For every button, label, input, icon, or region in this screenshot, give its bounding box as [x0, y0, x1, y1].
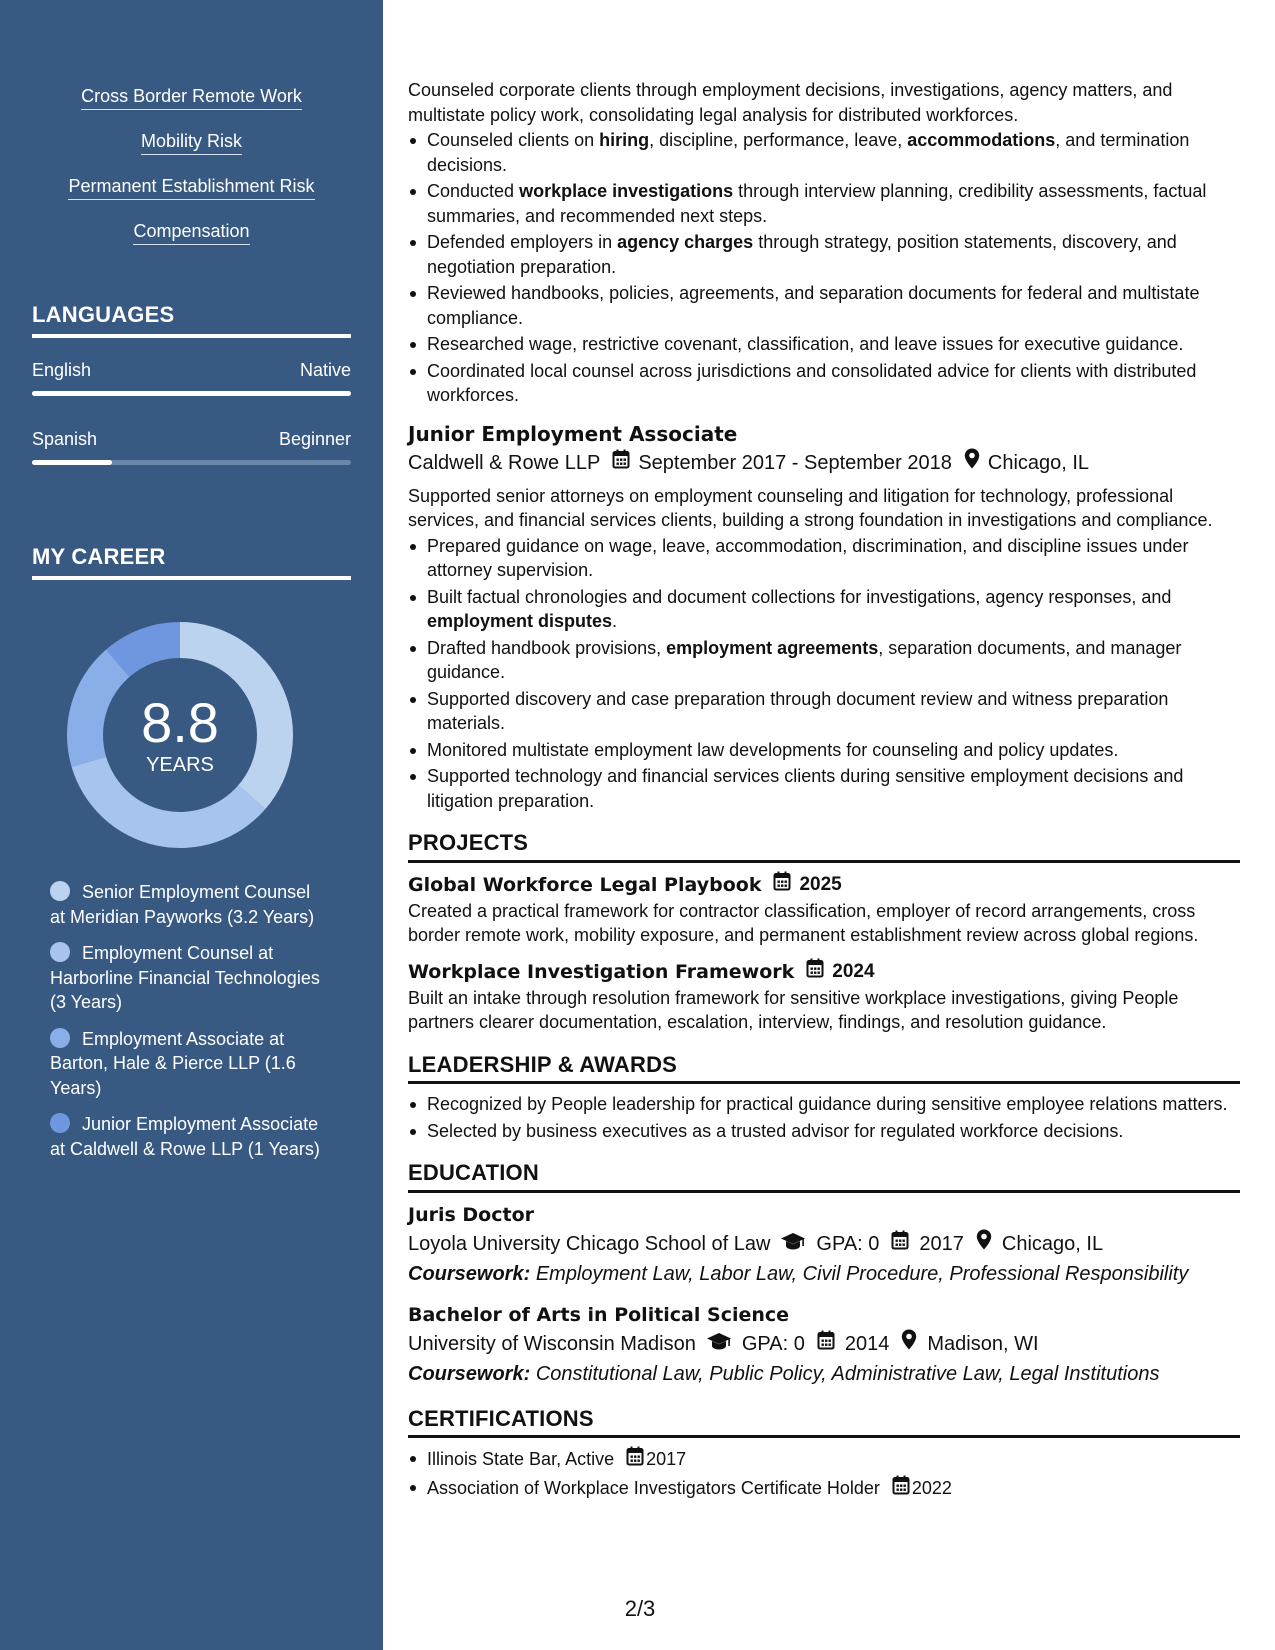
certification-item — [408, 1446, 1240, 1473]
calendar-icon — [612, 448, 630, 478]
calendar-icon — [892, 1475, 910, 1502]
bullet-text: Reviewed handbooks, policies, agreements, and separation documents for federal and multistate compliance. — [427, 283, 1200, 328]
calendar-icon — [891, 1229, 909, 1259]
location-pin-icon — [901, 1329, 917, 1359]
certification-name: Association of Workplace Investigators Certificate Holder — [427, 1477, 880, 1498]
certification-year: 2022 — [911, 1477, 952, 1498]
bullet-text: Coordinated local counsel across jurisdictions and consolidated advice for clients with distributed workforces. — [427, 360, 1197, 405]
career-years-label: YEARS — [146, 753, 214, 776]
school-name: University of Wisconsin Madison — [408, 1332, 696, 1355]
job-bullet — [408, 128, 1240, 177]
project-description: Built an intake through resolution framework for sensitive workplace investigations, giving People partners clearer documentation, escalation, interview, findings, and resolution guidance. — [408, 987, 1179, 1032]
job-bullet — [408, 281, 1240, 330]
project-title-row — [408, 958, 1240, 986]
gpa: GPA: 0 — [741, 1332, 805, 1355]
skill-item[interactable]: Mobility Risk — [141, 130, 242, 155]
job-bullet — [408, 534, 1240, 583]
languages-heading: LANGUAGES — [32, 302, 351, 338]
education-entry — [408, 1301, 1240, 1389]
job-bullet — [408, 359, 1240, 408]
bullet-emphasis: workplace investigations — [519, 181, 734, 201]
projects-heading: PROJECTS — [408, 831, 1240, 863]
bullet-text: Built factual chronologies and document collections for investigations, agency responses, and — [427, 586, 1172, 607]
calendar-icon — [806, 958, 824, 986]
coursework-list: Employment Law, Labor Law, Civil Procedure, Professional Responsibility — [535, 1262, 1189, 1285]
degree-title: Bachelor of Arts in Political Science — [408, 1303, 790, 1326]
bullet-text: Supported discovery and case preparation through document review and witness preparation materials. — [427, 688, 1169, 733]
job-bullets — [408, 128, 1240, 408]
legend-dot-icon — [50, 942, 70, 962]
bullet-text: Supported technology and financial services clients during sensitive employment decisions and litigation preparation. — [427, 766, 1184, 811]
bullet-emphasis: agency charges — [617, 232, 754, 252]
skill-item[interactable]: Cross Border Remote Work — [81, 85, 302, 110]
career-legend-text: Junior Employment Associate at Caldwell & Rowe LLP (1 Years) — [50, 1114, 320, 1159]
location-pin-icon — [976, 1229, 992, 1259]
career-legend-item — [50, 941, 330, 1015]
certification-year: 2017 — [646, 1449, 687, 1469]
calendar-icon — [626, 1446, 644, 1473]
bullet-text: , separation documents, and manager guidance. — [427, 637, 1182, 682]
bullet-emphasis: accommodations — [907, 130, 1056, 150]
job-bullet — [408, 179, 1240, 228]
certifications-heading: CERTIFICATIONS — [408, 1407, 1240, 1439]
coursework-list: Constitutional Law, Public Policy, Administrative Law, Legal Institutions — [535, 1362, 1160, 1385]
language-proficiency-bar — [32, 391, 351, 396]
projects-list — [408, 871, 1240, 1035]
graduation-year: 2014 — [844, 1332, 890, 1355]
job-dates: September 2017 - September 2018 — [638, 451, 952, 474]
legend-dot-icon — [50, 881, 70, 901]
graduation-cap-icon — [780, 1229, 806, 1259]
language-proficiency-fill — [32, 391, 351, 396]
job-meta — [408, 448, 1240, 478]
language-english — [32, 360, 351, 396]
degree-title: Juris Doctor — [408, 1203, 534, 1226]
education-meta — [408, 1229, 1240, 1259]
certification-name: Illinois State Bar, Active — [427, 1449, 615, 1469]
bullet-text: , discipline, performance, leave, — [649, 130, 908, 150]
skill-item[interactable]: Permanent Establishment Risk — [68, 175, 314, 200]
language-proficiency-bar — [32, 460, 351, 465]
certifications-list — [408, 1446, 1240, 1501]
graduation-cap-icon — [706, 1329, 732, 1359]
job-bullet — [408, 636, 1240, 685]
bullet-text: Prepared guidance on wage, leave, accommodation, discrimination, and discipline issues under attorney supervision. — [427, 535, 1189, 580]
bullet-emphasis: employment disputes — [427, 611, 613, 631]
page-number: 2/3 — [624, 1596, 656, 1621]
school-location: Madison, WI — [927, 1332, 1039, 1355]
gpa: GPA: 0 — [816, 1232, 880, 1255]
job-bullet — [408, 230, 1240, 279]
school-name: Loyola University Chicago School of Law — [408, 1232, 771, 1255]
coursework — [408, 1259, 1240, 1289]
skill-item[interactable]: Compensation — [133, 220, 249, 245]
bullet-text: Researched wage, restrictive covenant, classification, and leave issues for executive guidance. — [427, 334, 1184, 354]
legend-dot-icon — [50, 1028, 70, 1048]
bullet-text: through strategy, position statements, discovery, and negotiation preparation. — [427, 232, 1177, 277]
main-content — [408, 78, 1240, 1503]
bullet-text: Drafted handbook provisions, — [427, 637, 667, 658]
career-legend-item — [50, 880, 330, 929]
job-summary: Supported senior attorneys on employment counseling and litigation for technology, professional services, and financial services clients, building a strong foundation in investigations and compliance. — [408, 485, 1213, 530]
job-bullet — [408, 764, 1240, 813]
bullet-text: Defended employers in — [427, 232, 618, 252]
project-title-row — [408, 871, 1240, 899]
bullet-text: . — [612, 611, 618, 631]
career-total-years: 8.8 — [141, 690, 219, 754]
bullet-text: Monitored multistate employment law developments for counseling and policy updates. — [427, 739, 1119, 760]
project-year: 2025 — [799, 873, 842, 895]
calendar-icon — [817, 1329, 835, 1359]
job-title: Junior Employment Associate — [408, 421, 738, 446]
certification-item — [408, 1475, 1240, 1502]
career-legend-text: Employment Counsel at Harborline Financial Technologies (3 Years) — [50, 943, 320, 1012]
career-legend-item — [50, 1027, 330, 1101]
school-location: Chicago, IL — [1001, 1232, 1104, 1255]
language-name: English — [32, 360, 92, 380]
bullet-text: Conducted — [427, 181, 520, 201]
leadership-item: Recognized by People leadership for practical guidance during sensitive employee relations matters. — [408, 1092, 1240, 1117]
job-location: Chicago, IL — [987, 451, 1090, 474]
project-description: Created a practical framework for contractor classification, employer of record arrangements, cross border remote work, mobility exposure, and permanent establishment review across global regions. — [408, 900, 1199, 945]
career-legend — [50, 880, 330, 1173]
leadership-item: Selected by business executives as a trusted advisor for regulated workforce decisions. — [408, 1119, 1240, 1144]
education-list — [408, 1201, 1240, 1389]
calendar-icon — [773, 871, 791, 899]
education-entry — [408, 1201, 1240, 1289]
project-year: 2024 — [832, 960, 875, 982]
project-title: Global Workforce Legal Playbook — [408, 873, 762, 896]
company-name: Caldwell & Rowe LLP — [408, 451, 601, 474]
skills-list — [0, 85, 383, 265]
project-title: Workplace Investigation Framework — [408, 960, 795, 983]
job-bullet — [408, 687, 1240, 736]
job-bullet — [408, 332, 1240, 357]
career-heading: MY CAREER — [32, 544, 351, 580]
job-bullet — [408, 738, 1240, 763]
location-pin-icon — [964, 448, 980, 478]
career-legend-text: Employment Associate at Barton, Hale & Pierce LLP (1.6 Years) — [50, 1028, 296, 1098]
education-heading: EDUCATION — [408, 1161, 1240, 1193]
career-donut-chart — [62, 617, 298, 853]
coursework-label: Coursework: — [408, 1362, 531, 1385]
language-proficiency-fill — [32, 460, 112, 465]
language-spanish — [32, 429, 351, 465]
language-level: Native — [299, 360, 351, 380]
bullet-emphasis: employment agreements — [666, 637, 879, 658]
career-legend-text: Senior Employment Counsel at Meridian Payworks (3.2 Years) — [50, 882, 315, 927]
leadership-heading: LEADERSHIP & AWARDS — [408, 1053, 1240, 1085]
sidebar — [0, 0, 383, 1650]
bullet-emphasis: hiring — [599, 130, 650, 150]
job-summary: Counseled corporate clients through employment decisions, investigations, agency matters, and multistate policy work, consolidating legal analysis for distributed workforces. — [408, 80, 1173, 125]
coursework-label: Coursework: — [408, 1262, 531, 1285]
language-level: Beginner — [278, 429, 351, 449]
coursework — [408, 1359, 1240, 1389]
education-meta — [408, 1329, 1240, 1359]
leadership-list — [408, 1092, 1240, 1143]
legend-dot-icon — [50, 1113, 70, 1133]
bullet-text: through interview planning, credibility assessments, factual summaries, and recommended next steps. — [427, 181, 1207, 226]
career-legend-item — [50, 1112, 330, 1161]
bullet-text: , and termination decisions. — [427, 130, 1190, 175]
job-bullet — [408, 585, 1240, 634]
graduation-year: 2017 — [919, 1232, 964, 1255]
language-name: Spanish — [32, 429, 98, 449]
bullet-text: Counseled clients on — [427, 130, 600, 150]
job-bullets — [408, 534, 1240, 814]
